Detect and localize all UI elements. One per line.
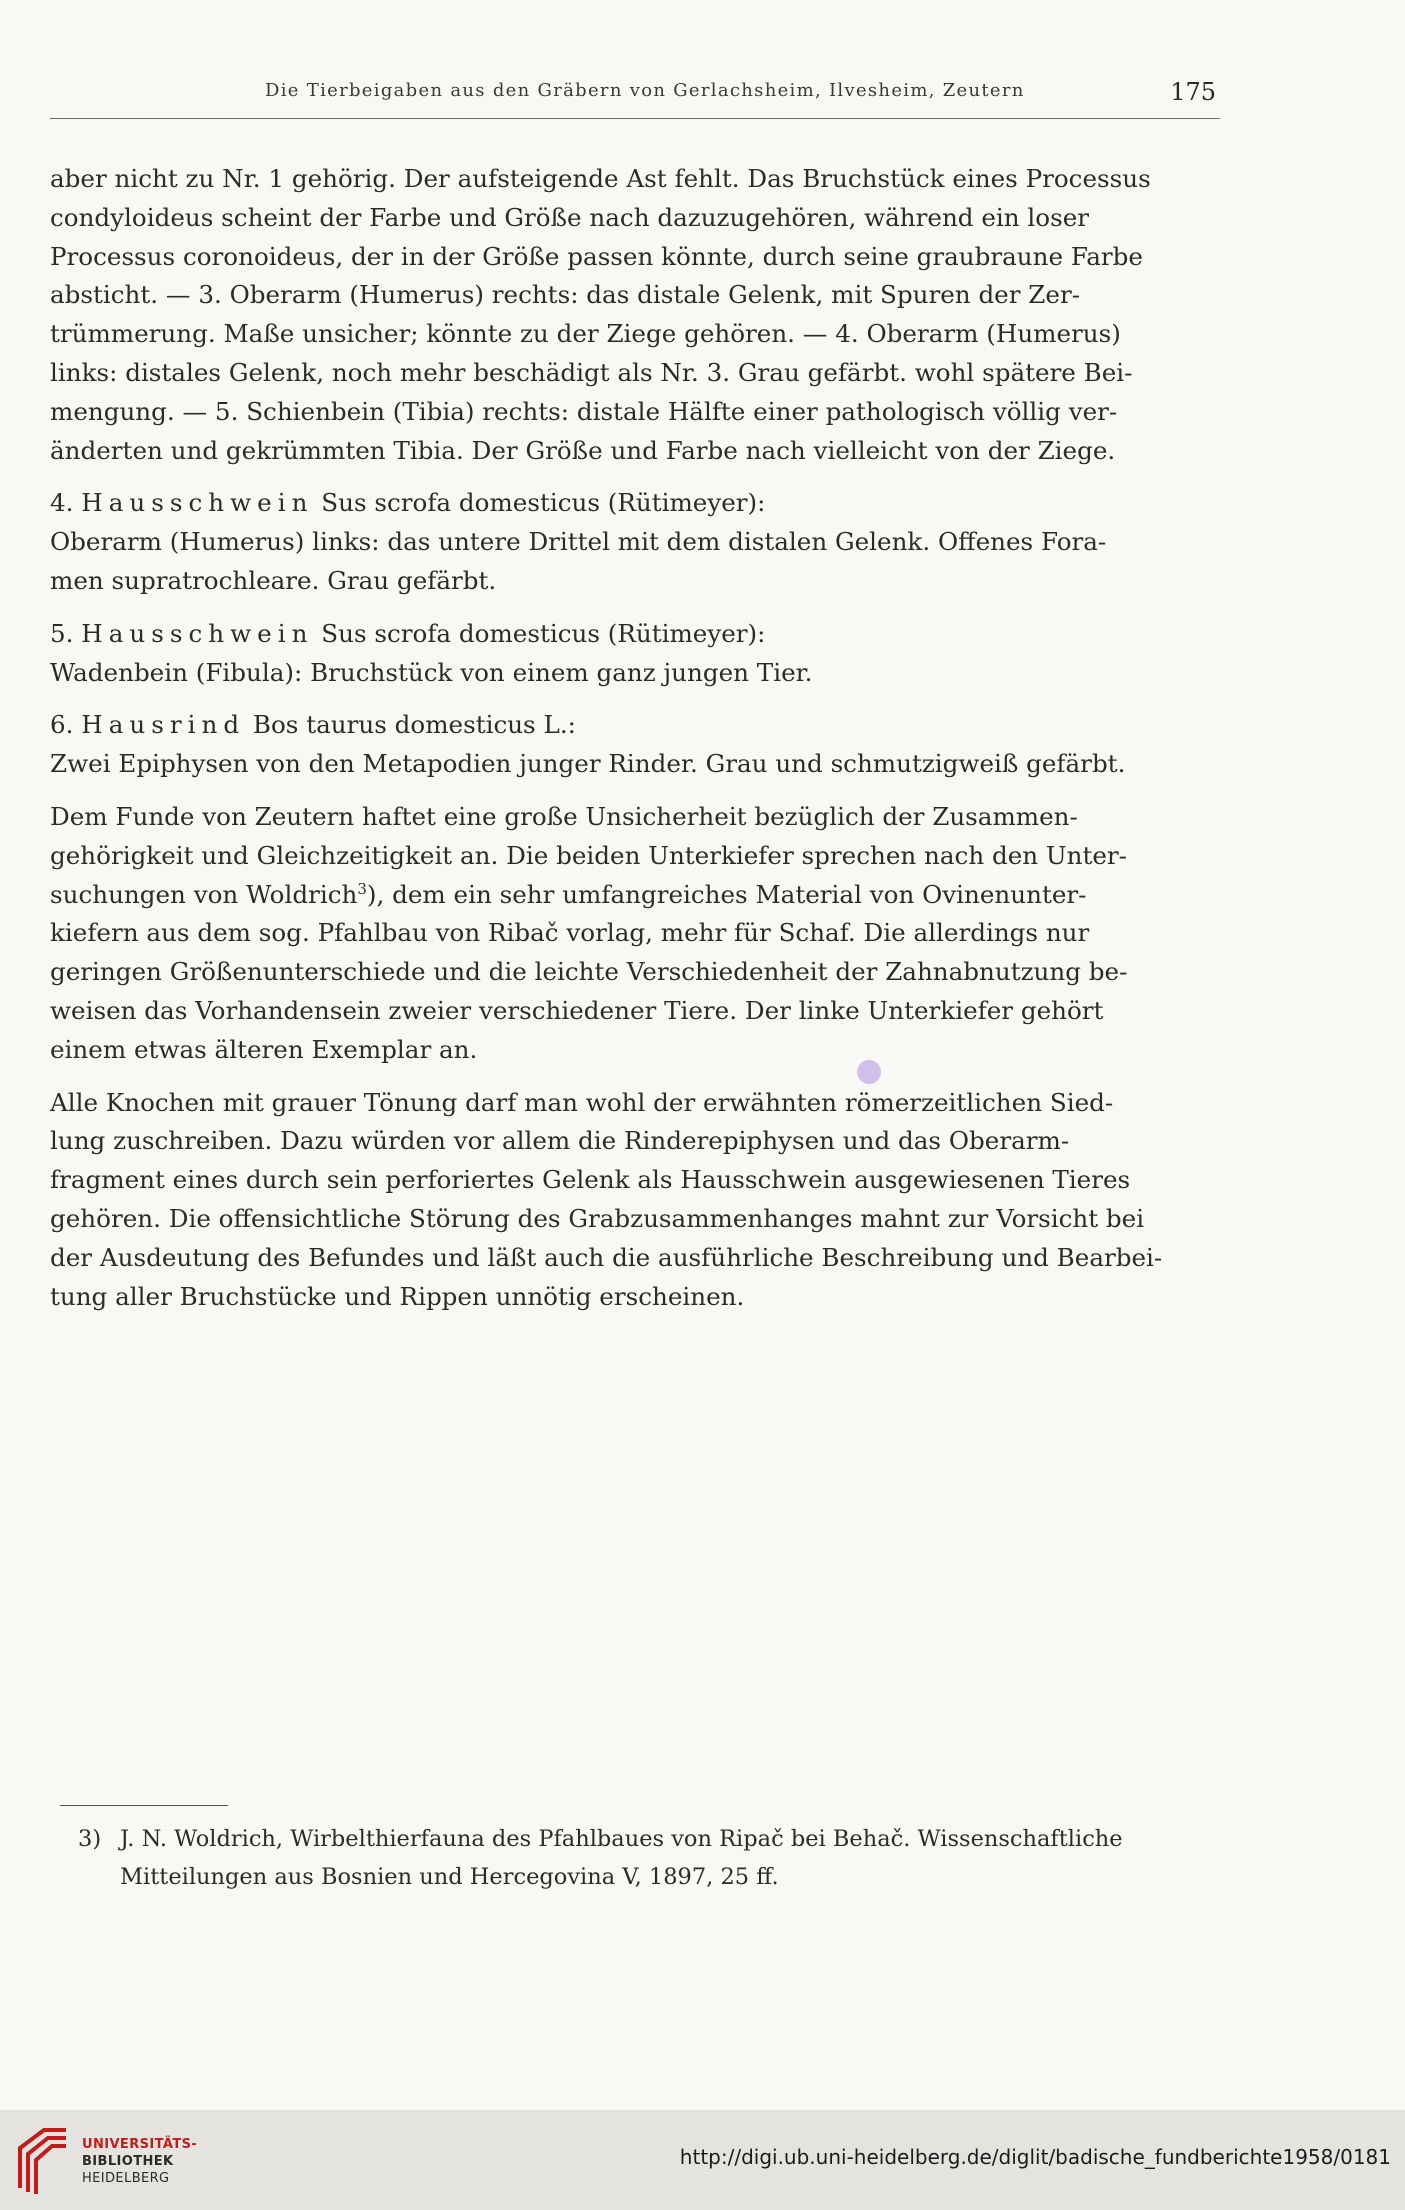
text-line: aber nicht zu Nr. 1 gehörig. Der aufsteigende Ast fehlt. Das Bruchstück eines Processus — [50, 164, 1151, 193]
footnote-reference[interactable]: 3 — [357, 879, 367, 898]
species-latin: Bos taurus domesticus L.: — [252, 710, 576, 740]
running-head — [50, 70, 1220, 119]
text-line: Dem Funde von Zeutern haftet eine große Unsicherheit bezüglich der Zusammen- — [50, 801, 1078, 831]
digitization-footer — [0, 2110, 1405, 2210]
species-name: Hausschwein — [81, 618, 314, 648]
body-text — [50, 160, 1222, 1330]
species-name: Hausrind — [81, 710, 246, 740]
text-run: suchungen von Woldrich — [50, 879, 358, 909]
species-entry-5 — [50, 615, 1222, 693]
footnote — [78, 1820, 1228, 1896]
entry-number: 5. — [50, 618, 74, 648]
text-line: trümmerung. Maße unsicher; könnte zu der Ziege gehören. — 4. Oberarm (Humerus) — [50, 319, 1121, 349]
footnote-line: J. N. Woldrich, Wirbelthierfauna des Pfahlbaues von Ripač bei Behač. Wissenschaftliche — [120, 1826, 1123, 1852]
library-name-line: BIBLIOTHEK — [82, 2154, 174, 2169]
species-entry-6 — [50, 706, 1222, 784]
library-name-line: UNIVERSITÄTS- — [82, 2137, 198, 2152]
species-entry-4 — [50, 484, 1222, 600]
running-title: Die Tierbeigaben aus den Gräbern von Gerlachsheim, Ilvesheim, Zeutern — [265, 80, 1025, 101]
ink-spot — [857, 1060, 881, 1084]
text-line: Wadenbein (Fibula): Bruchstück von einem ganz jungen Tier. — [50, 657, 813, 687]
footnote-line: Mitteilungen aus Bosnien und Hercegovina V, 1897, 25 ff. — [120, 1864, 779, 1890]
page-number: 175 — [1170, 78, 1216, 106]
entry-number: 4. — [50, 488, 74, 518]
text-line: mengung. — 5. Schienbein (Tibia) rechts: distale Hälfte einer pathologisch völlig ver- — [50, 396, 1118, 426]
species-latin: Sus scrofa domesticus (Rütimeyer): — [321, 488, 766, 518]
text-line: tung aller Bruchstücke und Rippen unnötig erscheinen. — [50, 1281, 745, 1311]
library-name — [82, 2136, 197, 2187]
source-url-link[interactable]: http://digi.ub.uni-heidelberg.de/diglit/badische_fundberichte1958/0181 — [679, 2145, 1391, 2169]
entry-number: 6. — [50, 710, 74, 740]
text-run: ), dem ein sehr umfangreiches Material von Ovinenunter- — [366, 879, 1087, 909]
paragraph-zeutern — [50, 798, 1222, 1070]
library-name-line: HEIDELBERG — [82, 2171, 170, 2186]
text-line: absticht. — 3. Oberarm (Humerus) rechts: das distale Gelenk, mit Spuren der Zer- — [50, 280, 1081, 310]
text-line: Zwei Epiphysen von den Metapodien junger Rinder. Grau und schmutzigweiß gefärbt. — [50, 749, 1126, 779]
text-line: links: distales Gelenk, noch mehr beschädigt als Nr. 3. Grau gefärbt. wohl spätere Bei- — [50, 357, 1133, 387]
university-library-logo-icon[interactable] — [14, 2122, 72, 2196]
text-line: men supratrochleare. Grau gefärbt. — [50, 565, 497, 595]
text-line: weisen das Vorhandensein zweier verschiedener Tiere. Der linke Unterkiefer gehört — [50, 995, 1104, 1025]
species-heading — [50, 484, 1222, 523]
species-heading — [50, 706, 1222, 745]
text-line: änderten und gekrümmten Tibia. Der Größe und Farbe nach vielleicht von der Ziege. — [50, 435, 1116, 465]
text-line: Processus coronoideus, der in der Größe passen könnte, durch seine graubraune Farbe — [50, 241, 1143, 271]
footnote-mark: 3) — [78, 1826, 102, 1852]
text-line: Alle Knochen mit grauer Tönung darf man wohl der erwähnten römerzeitlichen Sied- — [50, 1087, 1114, 1117]
text-line: einem etwas älteren Exemplar an. — [50, 1034, 478, 1064]
text-line: geringen Größenunterschiede und die leichte Verschiedenheit der Zahnabnutzung be- — [50, 957, 1128, 987]
text-line: lung zuschreiben. Dazu würden vor allem die Rinderepiphysen und das Oberarm- — [50, 1126, 1070, 1156]
species-latin: Sus scrofa domesticus (Rütimeyer): — [321, 618, 766, 648]
paragraph-1 — [50, 160, 1222, 470]
text-line — [50, 876, 1222, 915]
text-line: Oberarm (Humerus) links: das untere Drittel mit dem distalen Gelenk. Offenes Fora- — [50, 527, 1107, 557]
text-line: der Ausdeutung des Befundes und läßt auch die ausführliche Beschreibung und Bearbei- — [50, 1242, 1163, 1272]
footnote-divider — [60, 1805, 228, 1806]
text-line: kiefern aus dem sog. Pfahlbau von Ribač vorlag, mehr für Schaf. Die allerdings nur — [50, 918, 1090, 948]
species-heading — [50, 615, 1222, 654]
paragraph-conclusion — [50, 1084, 1222, 1317]
species-name: Hausschwein — [81, 488, 314, 518]
footnote-body — [120, 1820, 1228, 1896]
text-line: gehören. Die offensichtliche Störung des Grabzusammenhanges mahnt zur Vorsicht bei — [50, 1203, 1145, 1233]
text-line: fragment eines durch sein perforiertes Gelenk als Hausschwein ausgewiesenen Tieres — [50, 1165, 1131, 1195]
text-line: gehörigkeit und Gleichzeitigkeit an. Die beiden Unterkiefer sprechen nach den Unter- — [50, 840, 1127, 870]
text-line: condyloideus scheint der Farbe und Größe nach dazuzugehören, während ein loser — [50, 202, 1090, 232]
